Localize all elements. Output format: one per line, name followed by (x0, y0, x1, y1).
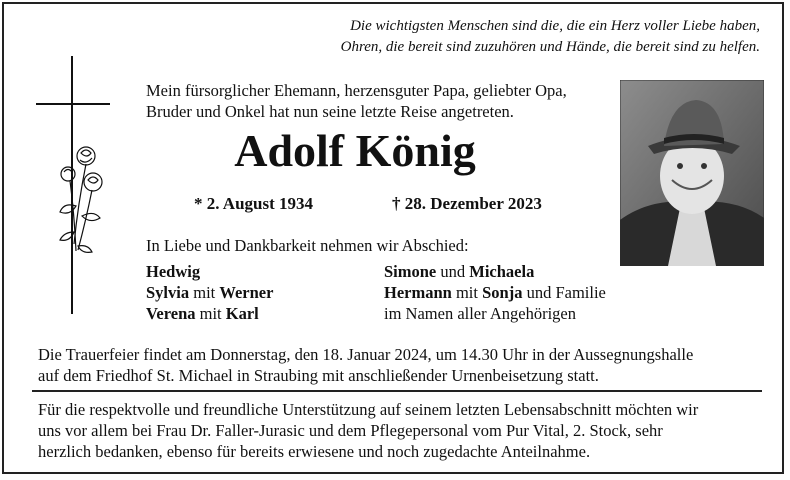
mourner-line: Sylvia mit Werner (146, 283, 274, 302)
deceased-name: Adolf König (234, 125, 476, 176)
thanks-line: Für die respektvolle und freundliche Unterstützung auf seinem letzten Lebensabschnitt möchten wir (38, 400, 699, 419)
mourners-right (384, 261, 606, 324)
thanks-text (38, 399, 698, 462)
mourner-line: Hedwig (146, 262, 201, 281)
mourner-line: im Namen aller Angehörigen (384, 304, 576, 323)
mourner-line: Hermann mit Sonja und Familie (384, 283, 606, 302)
funeral-notice (38, 344, 693, 386)
death-date: † 28. Dezember 2023 (392, 194, 542, 213)
intro-line: Bruder und Onkel hat nun seine letzte Reise angetreten. (146, 102, 514, 121)
mourner-line: Verena mit Karl (146, 304, 259, 323)
intro-line: Mein fürsorglicher Ehemann, herzensguter Papa, geliebter Opa, (146, 81, 567, 100)
notice-line: auf dem Friedhof St. Michael in Straubing mit anschließender Urnenbeisetzung statt. (38, 366, 599, 385)
mourner-line: Simone und Michaela (384, 262, 535, 281)
portrait-photo (620, 80, 764, 266)
mourners-left (146, 261, 273, 324)
intro-text (146, 80, 567, 122)
divider (32, 390, 762, 392)
quote-line: Die wichtigsten Menschen sind die, die ein Herz voller Liebe haben, (350, 18, 760, 34)
quote-line: Ohren, die bereit sind zuzuhören und Hände, die bereit sind zu helfen. (340, 39, 760, 55)
farewell-text: In Liebe und Dankbarkeit nehmen wir Abschied: (146, 236, 469, 255)
quote (341, 16, 760, 58)
thanks-line: uns vor allem bei Frau Dr. Faller-Jurasic und dem Pflegepersonal vom Pur Vital, 2. Stock, sehr (38, 421, 663, 440)
birth-date: * 2. August 1934 (194, 194, 314, 213)
notice-line: Die Trauerfeier findet am Donnerstag, den 18. Januar 2024, um 14.30 Uhr in der Aussegnungshalle (38, 345, 694, 364)
thanks-line: herzlich bedanken, ebenso für bereits erwiesene und noch zugedachte Anteilnahme. (38, 442, 591, 461)
cross-with-rose-icon (30, 56, 120, 316)
